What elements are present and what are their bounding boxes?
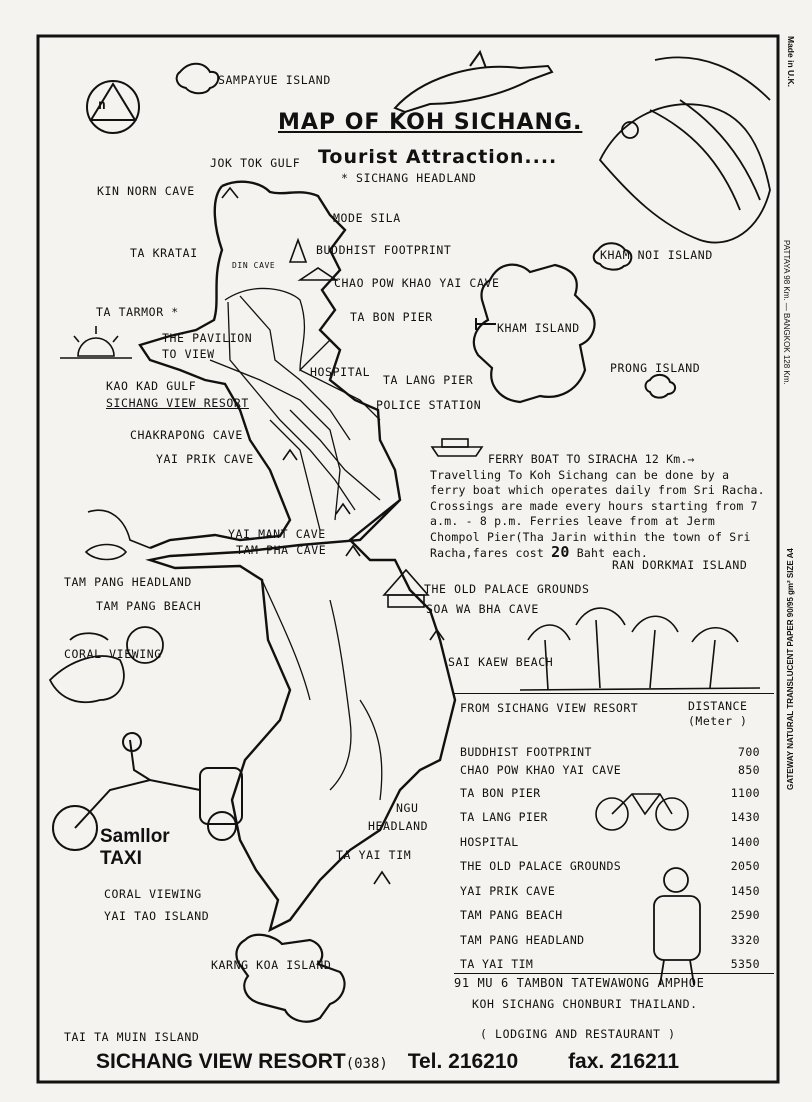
label-ta-bon-pier: TA BON PIER	[350, 310, 433, 324]
ferry-info	[430, 452, 770, 562]
ferry-fare: 20	[551, 543, 570, 561]
diver-icon	[50, 627, 163, 702]
label-kham-noi-island: KHAM NOI ISLAND	[600, 248, 713, 262]
label-kao-kad-gulf: KAO KAD GULF	[106, 379, 197, 393]
ferry-text: Travelling To Koh Sichang can be done by a ferry boat which operates daily from Sri Racha. Crossings are made every hours starting from 7 a.m. - 8 p.m. Ferries leave from at Jerm Chompol Pier(Tha Jarin within the town of Sri Racha,fares cost	[430, 467, 765, 560]
footer-fax: fax. 216211	[568, 1050, 679, 1073]
made-in-note: Made in U.K.	[786, 36, 796, 88]
label-tam-pha-cave: TAM PHA CAVE	[236, 543, 327, 557]
label-to-view: TO VIEW	[162, 347, 215, 361]
label-old-palace: THE OLD PALACE GROUNDS	[424, 582, 590, 596]
footer-contact	[96, 1050, 679, 1074]
table-divider	[454, 693, 774, 694]
label-ngu: NGU	[396, 801, 419, 815]
label-ta-kratai: TA KRATAI	[130, 246, 198, 260]
distance-row: TA LANG PIER 1430	[460, 810, 760, 824]
distance-row: YAI PRIK CAVE 1450	[460, 884, 760, 898]
distance-row: TAM PANG BEACH 2590	[460, 908, 760, 922]
address-line2: KOH SICHANG CHONBURI THAILAND.	[472, 997, 698, 1011]
label-tai-ta-muin-island: TAI TA MUIN ISLAND	[64, 1030, 200, 1044]
label-ran-dorkmai-island: RAN DORKMAI ISLAND	[612, 558, 748, 572]
ferry-text-end: Baht each.	[576, 546, 648, 560]
ferry-heading: FERRY BOAT TO SIRACHA 12 Km.→	[488, 452, 695, 466]
distance-row: HOSPITAL 1400	[460, 835, 760, 849]
label-kham-island: KHAM ISLAND	[497, 321, 580, 335]
label-mode-sila: MODE SILA	[333, 211, 401, 225]
distance-row: THE OLD PALACE GROUNDS 2050	[460, 859, 760, 873]
label-sai-kaew-beach: SAI KAEW BEACH	[448, 655, 554, 669]
label-ta-yai-tim: TA YAI TIM	[336, 848, 412, 862]
label-the-pavilion: THE PAVILION	[162, 331, 253, 345]
sun-icon	[60, 326, 132, 358]
label-prong-island: PRONG ISLAND	[610, 361, 701, 375]
address-line1: 91 MU 6 TAMBON TATEWAWONG AMPHOE	[454, 976, 705, 990]
distance-row: TA BON PIER 1100	[460, 786, 760, 800]
distance-row: TA YAI TIM 5350	[460, 957, 760, 971]
label-din-cave: DIN CAVE	[232, 261, 276, 270]
distance-from-label: FROM SICHANG VIEW RESORT	[460, 701, 639, 715]
label-chakrapong-cave: CHAKRAPONG CAVE	[130, 428, 243, 442]
label-headland: HEADLAND	[368, 819, 429, 833]
north-arrow-icon	[87, 81, 139, 133]
scale-note: PATTAYA 98 Km. — BANGKOK 128 Km.	[782, 240, 791, 385]
footer-tel: Tel. 216210	[407, 1050, 519, 1073]
label-karng-koa-island: KARNG KOA ISLAND	[211, 958, 332, 972]
label-sichang-headland: * SICHANG HEADLAND	[341, 171, 477, 185]
distance-unit-label: (Meter )	[688, 714, 748, 728]
palm-trees-icon	[520, 608, 760, 690]
big-fish-icon	[600, 57, 770, 242]
label-yai-prik-cave: YAI PRIK CAVE	[156, 452, 254, 466]
map-subtitle: Tourist Attraction....	[318, 146, 558, 168]
label-police-station: POLICE STATION	[376, 398, 482, 412]
samlor-line1: Samllor	[100, 826, 170, 847]
label-kin-norn-cave: KIN NORN CAVE	[97, 184, 195, 198]
fishing-icon	[86, 510, 150, 559]
label-yai-tao-island: YAI TAO ISLAND	[104, 909, 210, 923]
label-chao-pow: CHAO POW KHAO YAI CAVE	[334, 276, 500, 290]
distance-label: DISTANCE	[688, 699, 748, 713]
samlor-line2: TAXI	[100, 848, 142, 869]
label-tam-pang-headland: TAM PANG HEADLAND	[64, 575, 192, 589]
footer-area-code: (038)	[345, 1056, 388, 1072]
prong-island-shape	[646, 375, 676, 398]
label-ta-lang-pier: TA LANG PIER	[383, 373, 474, 387]
distance-row: BUDDHIST FOOTPRINT 700	[460, 745, 760, 759]
north-arrow-label: n	[98, 98, 107, 113]
map-title: MAP OF KOH SICHANG.	[278, 110, 583, 135]
label-coral-viewing-top: CORAL VIEWING	[64, 647, 162, 661]
distance-row: CHAO POW KHAO YAI CAVE 850	[460, 763, 760, 777]
table-bottom-rule	[454, 973, 774, 974]
label-tam-pang-beach: TAM PANG BEACH	[96, 599, 202, 613]
label-ta-tarmor: TA TARMOR *	[96, 305, 179, 319]
paper-note: GATEWAY NATURAL TRANSLUCENT PAPER 90/95 gm² SIZE A4	[786, 548, 795, 790]
karng-koa-island-shape	[236, 935, 344, 1022]
label-yai-mant-cave: YAI MANT CAVE	[228, 527, 326, 541]
address-line3: ( LODGING AND RESTAURANT )	[480, 1027, 676, 1041]
sampayue-island-shape	[177, 64, 219, 94]
label-soa-wa-bha-cave: SOA WA BHA CAVE	[426, 602, 539, 616]
samlor-taxi-label	[100, 826, 170, 870]
dolphin-icon	[395, 52, 552, 112]
footer-name: SICHANG VIEW RESORT	[96, 1050, 346, 1073]
label-hospital: HOSPITAL	[310, 365, 371, 379]
label-buddhist-footprint: BUDDHIST FOOTPRINT	[316, 243, 452, 257]
label-sampayue-island: SAMPAYUE ISLAND	[218, 73, 331, 87]
label-sichang-view-resort: SICHANG VIEW RESORT	[106, 396, 249, 410]
label-jok-tok-gulf: JOK TOK GULF	[210, 156, 301, 170]
label-coral-viewing-bottom: CORAL VIEWING	[104, 887, 202, 901]
distance-row: TAM PANG HEADLAND 3320	[460, 933, 760, 947]
